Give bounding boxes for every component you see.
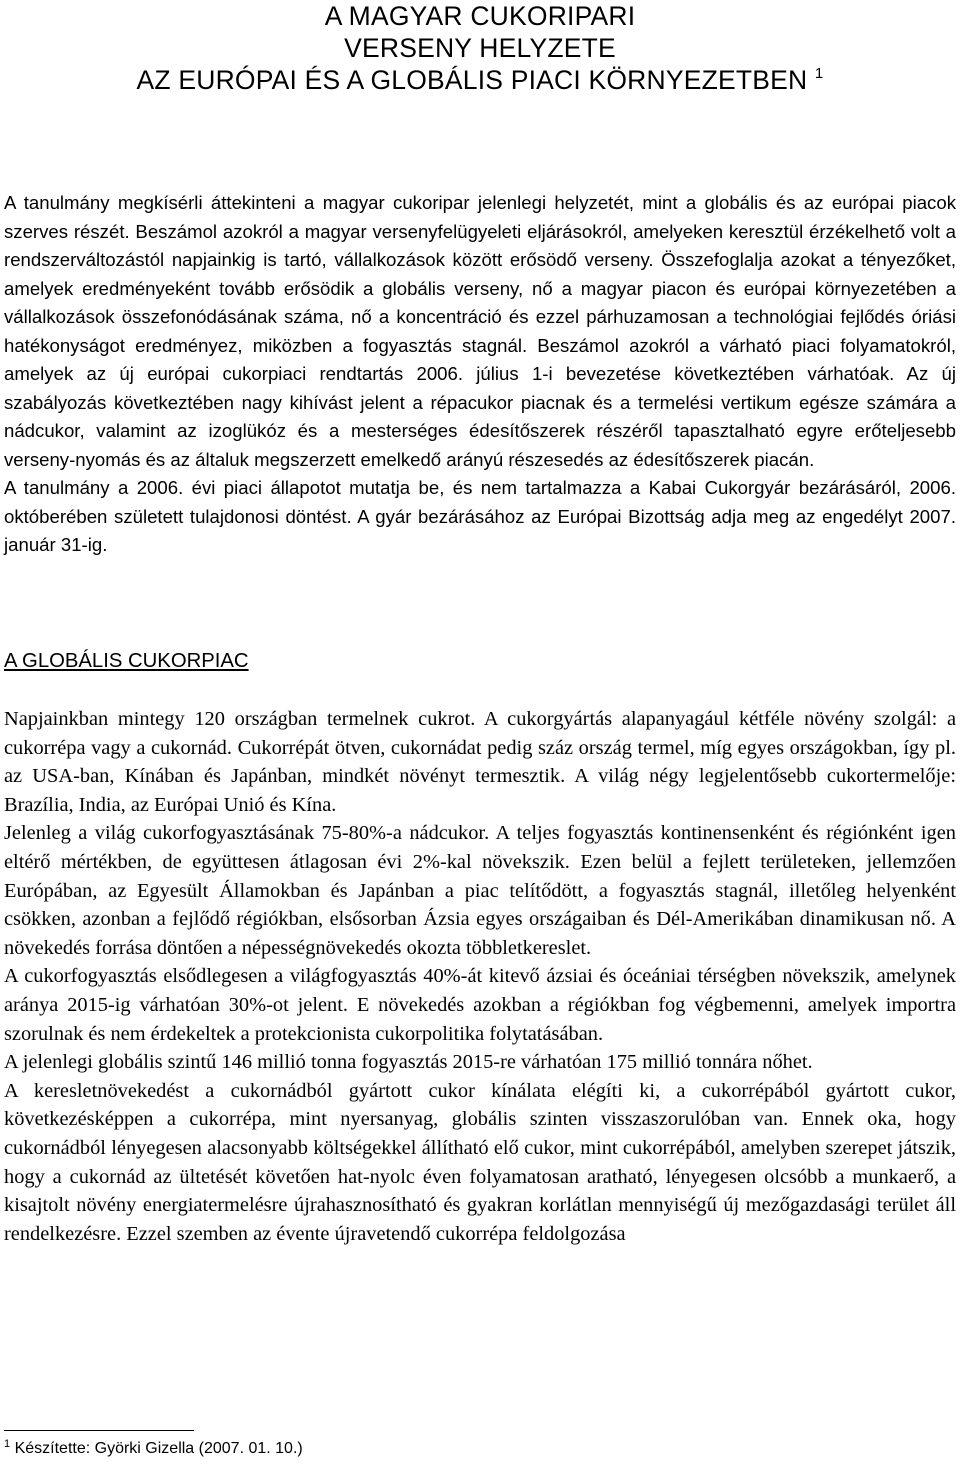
title-line-1: A MAGYAR CUKORIPARI (324, 1, 636, 31)
section-heading: A GLOBÁLIS CUKORPIAC (4, 650, 249, 672)
paragraph: Jelenleg a világ cukorfogyasztásának 75-80%-a nádcukor. A teljes fogyasztás kontinensenként és régiónként igen eltérő mértékben, de együttesen átlagosan évi 2%-kal növekszik. Ezen belül a fejlett területeken, jellemzően Európában, az Egyesült Államokban és Japánban a piac telítődött, a fogyasztás stagnál, illetőleg helyenként csökken, azonban a fejlődő régiókban, elsősorban Ázsia egyes országaiban és Dél-Amerikában dinamikusan nő. A növekedés forrása döntően a népességnövekedés okozta többletkereslet. (4, 822, 956, 959)
title-line-2: VERSENY HELYZETE (344, 33, 616, 63)
footnote-number: 1 (4, 1438, 11, 1450)
paragraph: A cukorfogyasztás elsődlegesen a világfogyasztás 40%-át kitevő ázsiai és óceániai térségben növekszik, amelynek aránya 2015-ig várhatóan 30%-ot jelent. E növekedés azokban a régiókban fog végbemenni, amelyek importra szorulnak és nem érdekeltek a protekcionista cukorpolitika folytatásában. (4, 965, 956, 1045)
footnote (4, 1438, 303, 1460)
abstract-text: A tanulmány megkísérli áttekinteni a magyar cukoripar jelenlegi helyzetét, mint a globális és az európai piacok szerves részét. Beszámol azokról a magyar versenyfelügyeleti eljárásokról, amelyeken keresztül érzékelhető volt a rendszerváltozástól napjainkig is tartó, vállalkozások között erősödő verseny. Összefoglalja azokat a tényezőket, amelyek eredményeként tovább erősödik a globális verseny, nő a magyar piacon és európai környezetében a vállalkozások összefonódásának száma, nő a koncentráció és ezzel párhuzamosan a technológiai fejlődés óriási hatékonyságot eredményez, miközben a fogyasztás stagnál. Beszámol azokról a várható piaci folyamatokról, amelyek az új európai cukorpiaci rendtartás 2006. július 1-i bevezetése következtében várhatóak. Az új szabályozás következtében nagy kihívást jelent a répacukor piacnak és a termelési vertikum egésze számára a nádcukor, valamint az izoglükóz és a mesterséges édesítőszerek részéről tapasztalható egyre erőteljesebb verseny-nyomás és az általuk megszerzett emelkedő arányú részesedés az édesítőszerek piacán. (4, 192, 956, 470)
abstract-note: A tanulmány a 2006. évi piaci állapotot mutatja be, és nem tartalmazza a Kabai Cukorgyár bezárásáról, 2006. októberében született tulajdonosi döntést. A gyár bezárásához az Európai Bizottság adja meg az engedélyt 2007. január 31-ig. (4, 477, 956, 555)
paragraph: A jelenlegi globális szintű 146 millió tonna fogyasztás 2015-re várhatóan 175 millió tonnára nőhet. (4, 1051, 813, 1074)
title-footnote-ref[interactable]: 1 (814, 65, 824, 82)
footnote-text: Készítette: Györki Gizella (2007. 01. 10.) (14, 1440, 303, 1457)
document-title (0, 0, 960, 96)
section-body (4, 705, 956, 1248)
title-line-3 (0, 64, 960, 96)
paragraph: A keresletnövekedést a cukornádból gyártott cukor kínálata elégíti ki, a cukorrépából gyártott cukor, következésképpen a cukorrépa, mint nyersanyag, globális szinten visszaszorulóban van. Ennek oka, hogy cukornádból lényegesen alacsonyabb költségekkel állítható elő cukor, mint cukorrépából, amelyben szerepet játszik, hogy a cukornád az ültetését követően hat-nyolc éven folyamatosan aratható, lényegesen olcsóbb a munkaerő, a kisajtolt növény energiatermelésre újrahasznosítható és gyakran korlátlan mennyiségű új mezőgazdasági terület áll rendelkezésre. Ezzel szemben az évente újravetendő cukorrépa feldolgozása (4, 1079, 956, 1245)
title-line-3-text: AZ EURÓPAI ÉS A GLOBÁLIS PIACI KÖRNYEZETBEN (136, 65, 808, 95)
abstract (4, 189, 956, 560)
paragraph: Napjainkban mintegy 120 országban termelnek cukrot. A cukorgyártás alapanyagául kétféle növény szolgál: a cukorrépa vagy a cukornád. Cukorrépát ötven, cukornádat pedig száz ország termel, míg egyes országokban, így pl. az USA-ban, Kínában és Japánban, mindkét növényt termesztik. A világ négy legjelentősebb cukortermelője: Brazília, India, az Európai Unió és Kína. (4, 708, 956, 816)
footnote-divider (4, 1430, 194, 1431)
